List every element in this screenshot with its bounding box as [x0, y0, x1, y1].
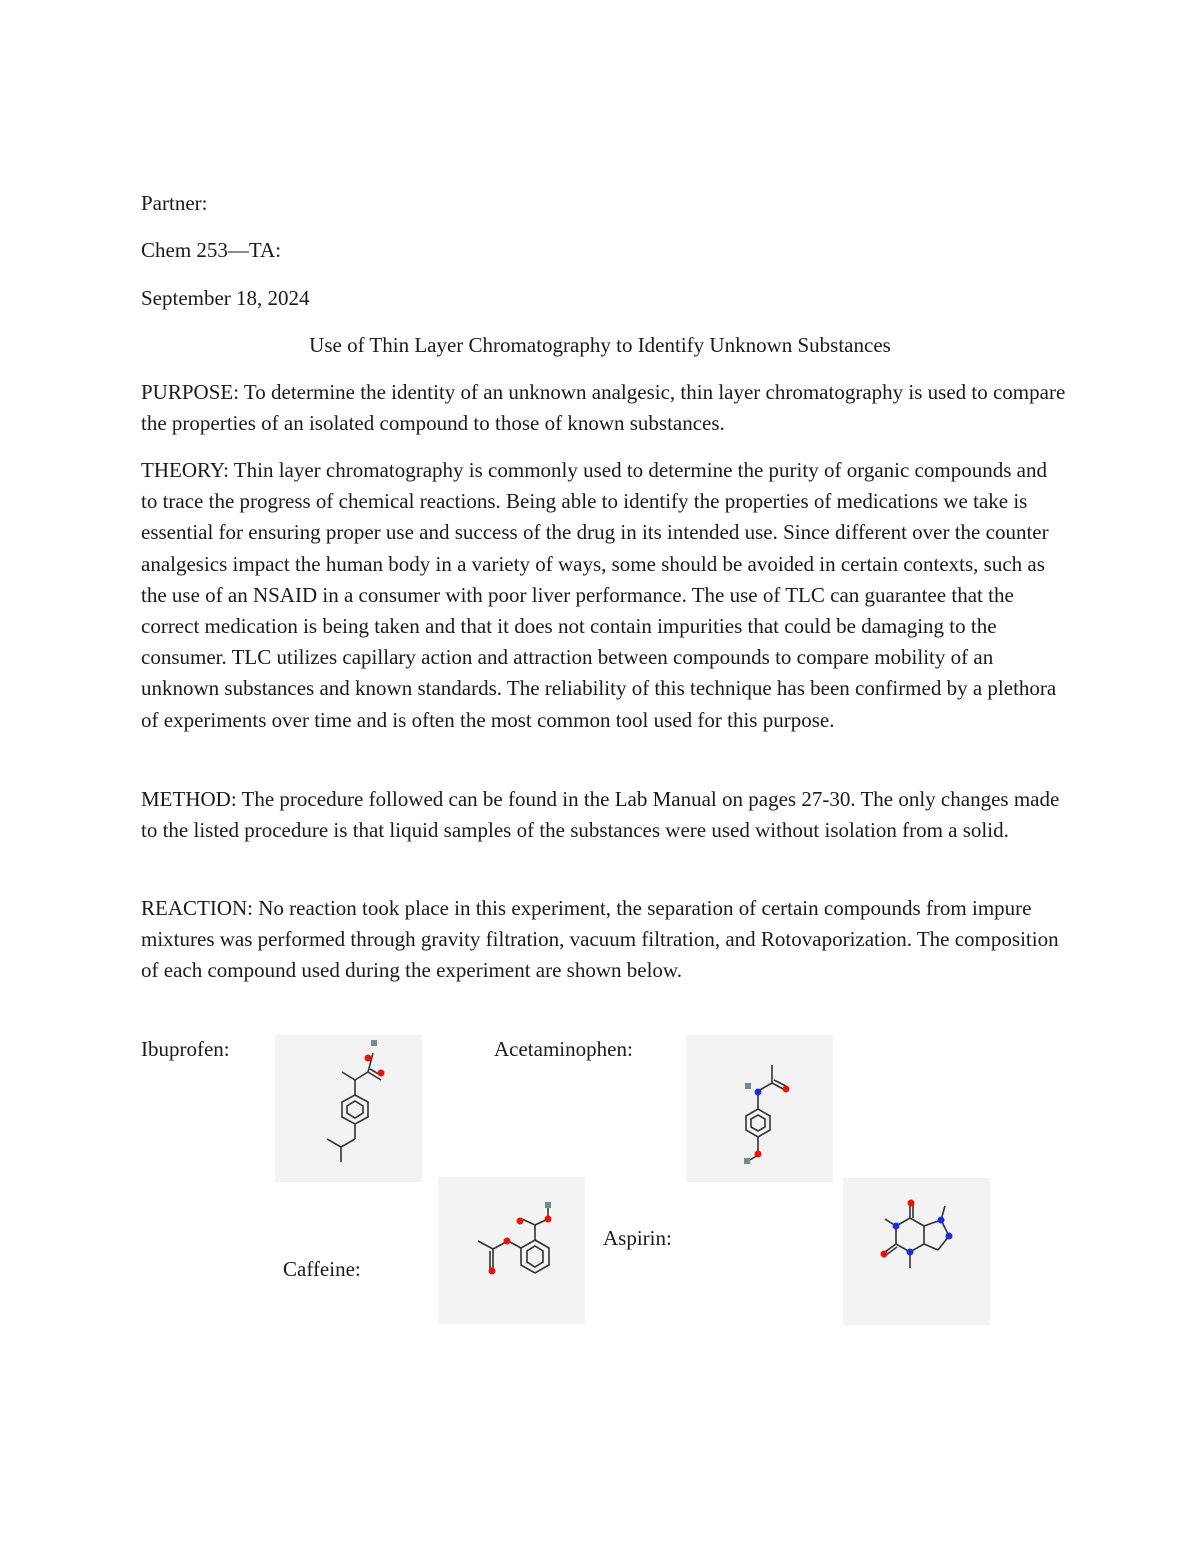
- caffeine-structure-image: [843, 1178, 990, 1325]
- caffeine-label: Caffeine:: [283, 1257, 361, 1281]
- aspirin-structure-image: [438, 1177, 585, 1324]
- aspirin-label: Aspirin:: [603, 1226, 672, 1250]
- ibuprofen-structure-image: [275, 1035, 422, 1182]
- course-line: Chem 253—TA:: [141, 238, 282, 262]
- partner-line: Partner:: [141, 191, 208, 215]
- method-paragraph: METHOD: The procedure followed can be found in the Lab Manual on pages 27-30. The only changes made to the listed procedure is that liquid samples of the substances were used without isolation from a solid.: [141, 787, 1060, 843]
- reaction-paragraph: REACTION: No reaction took place in this experiment, the separation of certain compounds from impure mixtures was performed through gravity filtration, vacuum filtration, and Rotovaporization. The composition of each compound used during the experiment are shown below.: [141, 896, 1059, 983]
- document-title: Use of Thin Layer Chromatography to Identify Unknown Substances: [309, 333, 891, 357]
- date-line: September 18, 2024: [141, 286, 310, 310]
- acetaminophen-label: Acetaminophen:: [494, 1037, 633, 1061]
- ibuprofen-label: Ibuprofen:: [141, 1037, 230, 1061]
- acetaminophen-structure-image: [686, 1035, 833, 1182]
- purpose-paragraph: PURPOSE: To determine the identity of an unknown analgesic, thin layer chromatography is used to compare the properties of an isolated compound to those of known substances.: [141, 380, 1066, 436]
- theory-paragraph: THEORY: Thin layer chromatography is commonly used to determine the purity of organic compounds and to trace the progress of chemical reactions. Being able to identify the properties of medications we take is essential for ensuring proper use and success of the drug in its intended use. Since different over the counter analgesics impact the human body in a variety of ways, some should be avoided in certain contexts, such as the use of an NSAID in a consumer with poor liver performance. The use of TLC can guarantee that the correct medication is being taken and that it does not contain impurities that could be damaging to the consumer. TLC utilizes capillary action and attraction between compounds to compare mobility of an unknown substances and known standards. The reliability of this technique has been confirmed by a plethora of experiments over time and is often the most common tool used for this purpose.: [141, 458, 1057, 732]
